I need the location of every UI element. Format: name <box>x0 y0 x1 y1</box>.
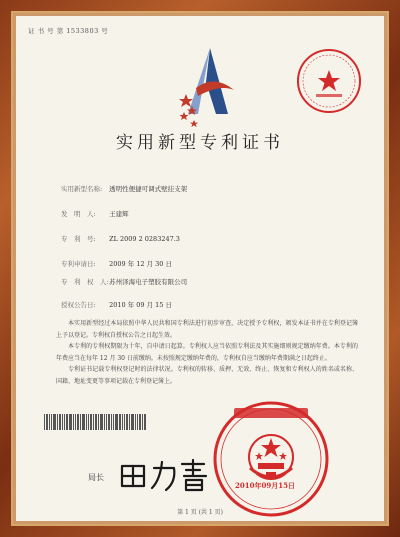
frame-mat <box>11 11 389 526</box>
grant-date-row <box>61 300 172 309</box>
inventor-row <box>61 209 129 218</box>
utility-model-name-value: 透明性便捷可调式壁挂支架 <box>109 185 188 193</box>
barcode <box>44 414 184 430</box>
body-paragraph: 专利证书记载专利权登记时的法律状况。专利权的转移、质押、无效、终止、恢复和专利权人的姓名或名称、国籍、地址变更等事项记载在专利登记簿上。 <box>56 366 358 385</box>
inventor-label: 发 明 人: <box>61 210 96 218</box>
director-label: 局长 <box>88 473 104 482</box>
application-date-value: 2009 年 12 月 30 日 <box>109 260 172 268</box>
official-seal-icon <box>212 400 330 518</box>
patentee-value: 苏州泽海电子塑胶有限公司 <box>109 278 188 286</box>
agency-seal-icon <box>294 46 364 116</box>
body-paragraph: 本专利的专利权期限为十年，自申请日起算。专利权人应当依照专利法及其实施细则规定缴纳年费。本专利的年费应当在每年 12 月 30 日前缴纳。未按照规定缴纳年费的，专利权自应当缴纳年费期满之日起终止。 <box>56 343 358 362</box>
patentee-row <box>61 277 187 286</box>
utility-model-name-label: 实用新型名称: <box>61 185 103 193</box>
certificate-number: 证 书 号 第 1533803 号 <box>28 27 109 35</box>
page-number: 第 1 页 (共 1 页) <box>177 509 223 516</box>
grant-date-label: 授权公告日: <box>61 301 96 309</box>
patent-number-row <box>61 234 180 243</box>
utility-model-name-row <box>61 184 187 193</box>
application-date-label: 专利申请日: <box>61 260 96 268</box>
application-date-row <box>61 259 172 268</box>
certificate-body-text <box>56 318 358 388</box>
seal-date: 2010年09月15日 <box>235 481 295 490</box>
certificate-paper <box>16 16 384 521</box>
patentee-label: 专 利 权 人: <box>61 278 109 286</box>
certificate-title: 实用新型专利证书 <box>116 133 284 153</box>
inventor-value: 王建辉 <box>109 210 129 218</box>
patent-number-label: 专 利 号: <box>61 235 96 243</box>
body-paragraph: 本实用新型经过本局依照中华人民共和国专利法进行初步审查，决定授予专利权，颁发本证书并在专利登记簿上予以登记。专利权自授权公告之日起生效。 <box>56 320 358 339</box>
grant-date-value: 2010 年 09 月 15 日 <box>109 301 172 309</box>
director-signature-icon <box>114 452 214 496</box>
patent-number-value: ZL 2009 2 0283247.3 <box>109 235 180 243</box>
patent-office-logo-icon <box>176 44 246 134</box>
